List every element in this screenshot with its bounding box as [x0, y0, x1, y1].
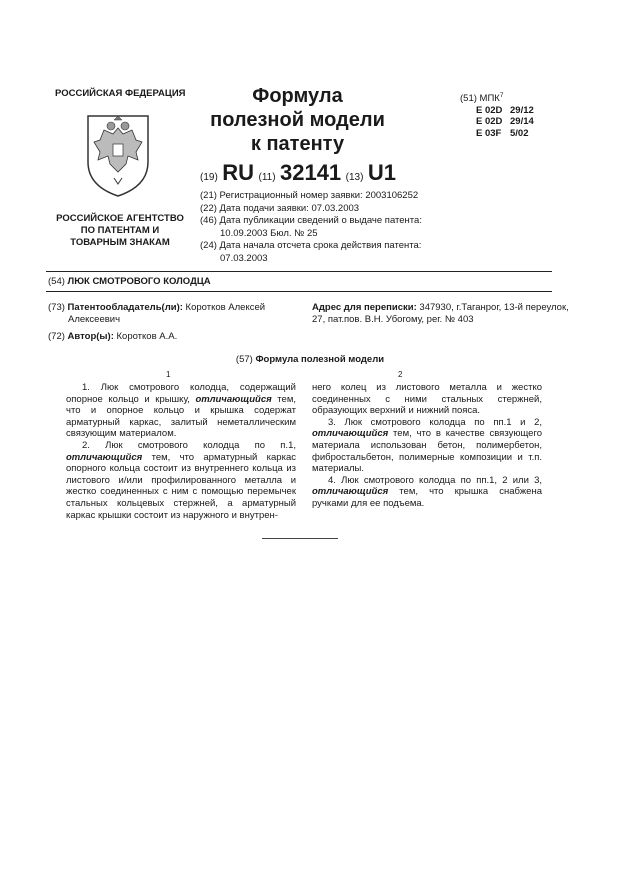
invention-title-text: ЛЮК СМОТРОВОГО КОЛОДЦА — [67, 276, 211, 287]
claim-keyword: отличающийся — [312, 486, 389, 498]
code-57: (57) — [235, 354, 256, 365]
claim-keyword: отличающийся — [312, 428, 389, 440]
patent-number: 32141 — [279, 160, 342, 185]
holder-label: Патентообладатель(ли): — [67, 302, 183, 313]
agency-line-2: ПО ПАТЕНТАМ И — [80, 225, 160, 236]
divider — [46, 291, 552, 292]
author — [48, 331, 177, 342]
claim-text: тем, что и опорное кольцо и крышка содержат арматурный каркас, залитый неметаллическим связующим материалом. — [66, 393, 296, 440]
code-11: (11) — [258, 172, 276, 183]
ipc-class-row — [460, 116, 534, 128]
ipc-classification — [460, 90, 534, 139]
code-72: (72) — [48, 331, 68, 342]
claim-text: 1. Люк смотрового колодца, содержащий опорное кольцо и крышку, — [66, 382, 296, 405]
invention-title — [48, 276, 211, 287]
address-label: Адрес для переписки: — [312, 302, 417, 313]
end-rule — [262, 538, 338, 539]
ipc-class: E 03F — [476, 127, 502, 139]
address-text: 347930, г.Таганрог, 13-й переулок, 27, пат.пов. В.Н. Убогому, рег. № 403 — [312, 302, 569, 325]
patent-holder — [48, 302, 288, 326]
author-label: Автор(ы): — [67, 331, 114, 342]
agency-name — [50, 213, 190, 249]
claim-keyword: отличающийся — [66, 451, 143, 463]
claim-keyword: отличающийся — [195, 393, 272, 405]
title-line-3: к патенту — [250, 133, 345, 155]
ipc-group: 29/14 — [510, 116, 534, 128]
coat-of-arms-icon — [80, 112, 156, 198]
claims-heading-text: Формула полезной модели — [255, 354, 385, 365]
column-number: 1 — [166, 370, 171, 379]
ipc-group: 5/02 — [510, 127, 529, 139]
term-start-label: (24) Дата начала отсчета срока действия патента: — [200, 240, 422, 251]
title-line-2: полезной модели — [210, 109, 385, 131]
claim-1 — [66, 382, 296, 440]
ipc-group: 29/12 — [510, 104, 534, 116]
column-number: 2 — [398, 370, 403, 379]
code-13: (13) — [345, 172, 364, 183]
agency-line-3: ТОВАРНЫМ ЗНАКАМ — [70, 237, 170, 248]
claim-text: тем, что крышка снабжена ручками для ее подъема. — [312, 486, 542, 509]
claims-column-2 — [312, 382, 542, 510]
claim-2 — [66, 440, 296, 521]
claim-2-continued: него колец из листового металла и жестко соединенных с ними стальных стержней, образующих верхний и нижний пояса. — [312, 382, 542, 417]
country-name: РОССИЙСКАЯ ФЕДЕРАЦИЯ — [55, 88, 186, 99]
publication-value: 10.09.2003 Бюл. № 25 — [220, 227, 318, 239]
claim-text: 3. Люк смотрового колодца по пп.1 и 2, — [328, 416, 542, 428]
filing-date: (22) Дата подачи заявки: 07.03.2003 — [200, 202, 360, 214]
title-line-1: Формула — [252, 85, 343, 107]
claim-4 — [312, 475, 542, 510]
ipc-class: E 02D — [476, 104, 503, 116]
claims-heading — [0, 354, 620, 365]
bibliographic-data — [200, 190, 440, 265]
claim-text: 4. Люк смотрового колодца по пп.1, 2 или 3, — [328, 474, 542, 486]
claims-column-1 — [66, 382, 296, 521]
document-title — [210, 84, 385, 156]
document-number — [200, 160, 396, 186]
author-name: Коротков А.А. — [113, 331, 178, 342]
country-code: RU — [222, 160, 255, 185]
ipc-class-row — [460, 128, 534, 140]
ipc-label: (51) МПК — [460, 93, 500, 105]
application-number: (21) Регистрационный номер заявки: 2003106252 — [200, 190, 419, 201]
claim-text: тем, что в качестве связующего материала использован бетон, полимербетон, фибростальбетон, полимерные композиции и т.п. материалы. — [312, 428, 542, 475]
ipc-class-row — [460, 105, 534, 117]
kind-code: U1 — [367, 160, 396, 185]
code-19: (19) — [200, 172, 218, 183]
claim-text: тем, что арматурный каркас опорного кольца состоит из внутреннего кольца из листового и/или профилированного металла и жестко соединенных с ним с помощью перемычек стальных кольцевых стержней, а арматурный каркас крышки состоит из наружного и внутрен- — [66, 451, 296, 521]
correspondence-address — [312, 302, 572, 326]
holder-name-cont: Алексеевич — [68, 314, 121, 325]
ipc-class: E 02D — [476, 116, 503, 128]
divider — [46, 271, 552, 272]
term-start-value: 07.03.2003 — [220, 252, 268, 264]
code-54: (54) — [48, 276, 68, 287]
publication-label: (46) Дата публикации сведений о выдаче патента: — [200, 215, 422, 226]
agency-line-1: РОССИЙСКОЕ АГЕНТСТВО — [56, 213, 184, 224]
claim-3 — [312, 417, 542, 475]
ipc-edition: 7 — [499, 92, 504, 99]
code-73: (73) — [48, 302, 68, 313]
holder-name: Коротков Алексей — [182, 302, 266, 313]
claim-text: 2. Люк смотрового колодца по п.1, — [82, 439, 296, 451]
